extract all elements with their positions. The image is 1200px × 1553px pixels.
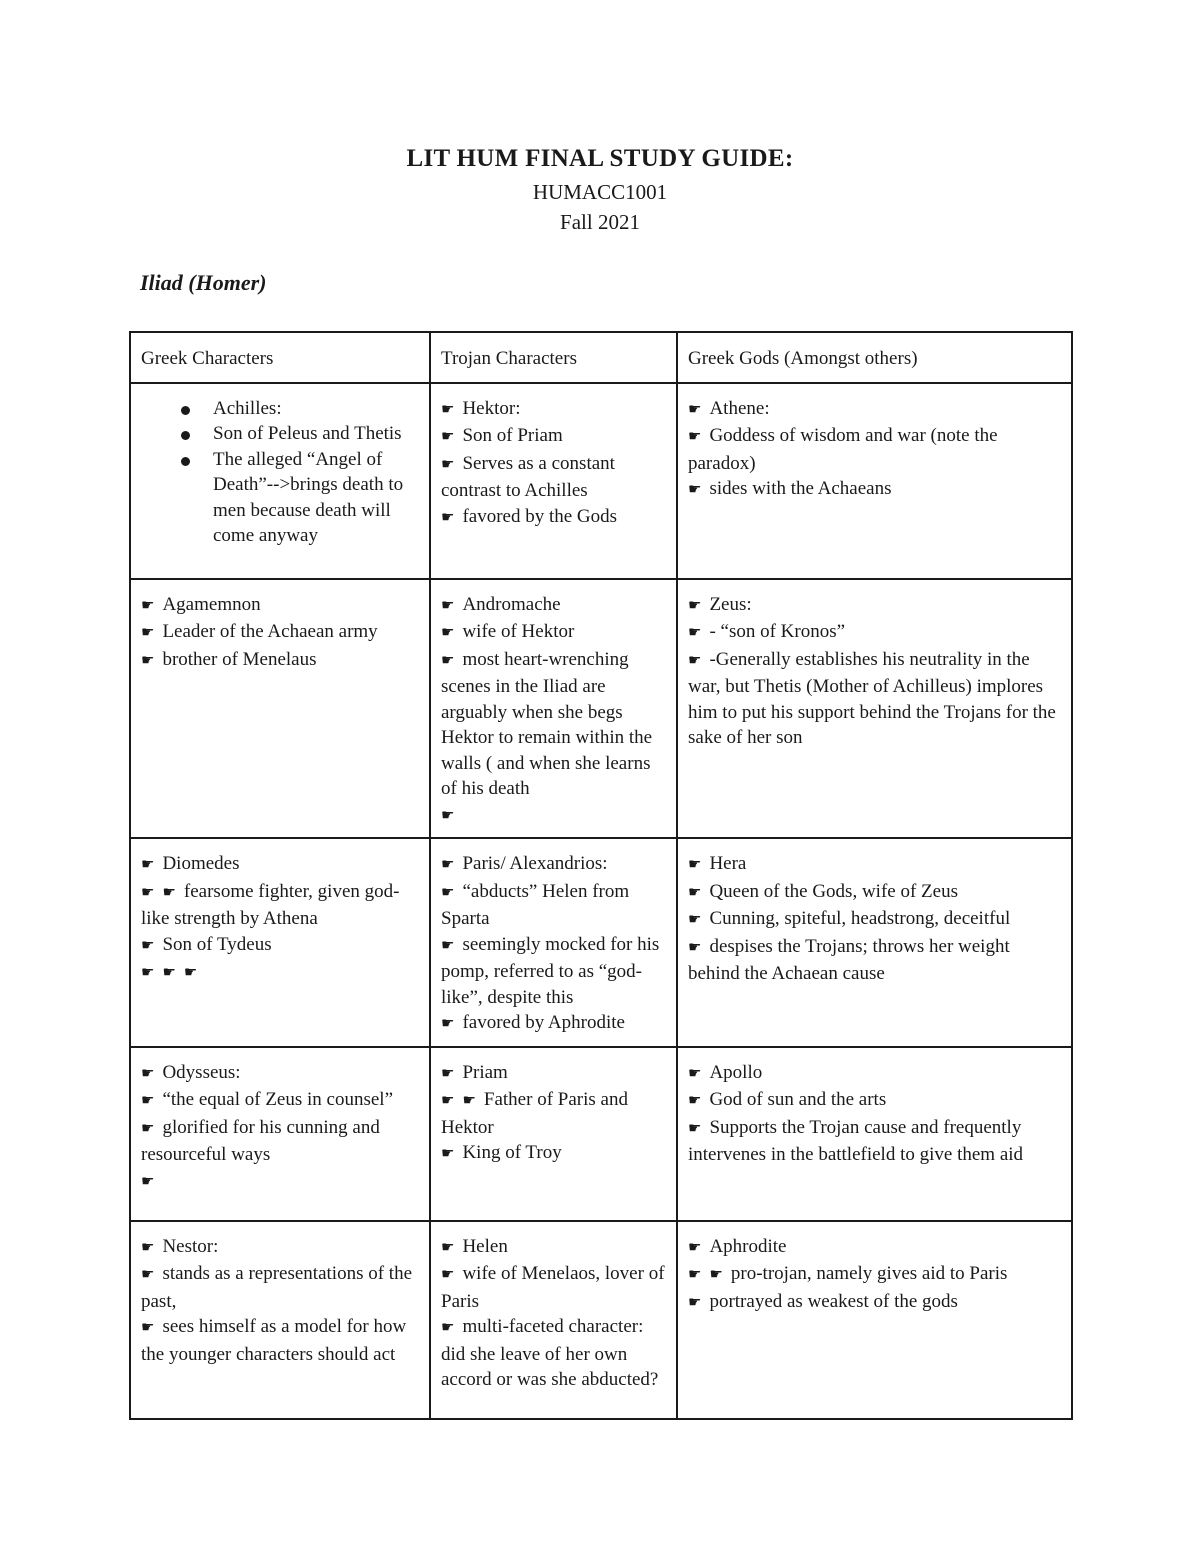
hand-pointer-icon: ☛	[441, 597, 455, 614]
hand-pointer-icon: ☛	[688, 939, 702, 956]
hand-pointer-icon: ☛	[688, 1267, 702, 1283]
hand-pointer-icon: ☛	[688, 652, 702, 669]
list-item: favored by Aphrodite	[462, 1012, 625, 1033]
list-item: Agamemnon	[162, 593, 261, 615]
hand-pointer-icon: ☛	[162, 884, 176, 901]
list-item: Hera	[709, 853, 747, 874]
cell-greek	[130, 1047, 430, 1221]
hand-pointer-icon: ☛	[441, 1239, 455, 1256]
list-item: The alleged “Angel of Death”-->brings death to men because death will come anyway	[213, 447, 421, 549]
hand-pointer-icon: ☛	[141, 937, 155, 954]
hand-pointer-icon: ☛	[688, 1093, 702, 1109]
list-item: Diomedes	[162, 853, 240, 874]
cell-trojan	[430, 1047, 677, 1221]
list-item: Queen of the Gods, wife of Zeus	[709, 880, 958, 902]
list-item: God of sun and the arts	[709, 1089, 887, 1110]
hand-pointer-icon: ☛	[688, 1065, 702, 1082]
list-item: most heart-wrenching scenes in the Iliad are arguably when she begs Hektor to remain within the walls ( and when she learns of his death	[441, 648, 653, 799]
hand-pointer-icon: ☛	[441, 429, 455, 445]
list-item: Son of Tydeus	[162, 933, 272, 955]
list-item: Supports the Trojan cause and frequently intervenes in the battlefield to give them aid	[688, 1116, 1024, 1165]
hand-pointer-icon: ☛	[441, 625, 455, 641]
hand-pointer-icon: ☛	[441, 807, 455, 824]
cell-gods	[677, 1047, 1072, 1221]
hand-pointer-icon: ☛	[688, 429, 702, 445]
character-table	[129, 331, 1073, 1420]
header-trojan-characters: Trojan Characters	[430, 332, 677, 383]
hand-pointer-icon: ☛	[688, 857, 702, 873]
list-item: “the equal of Zeus in counsel”	[162, 1089, 394, 1110]
section-heading: Iliad (Homer)	[140, 270, 267, 295]
hand-pointer-icon: ☛	[709, 1267, 723, 1283]
list-item: Apollo	[709, 1061, 763, 1083]
hand-pointer-icon: ☛	[441, 652, 455, 669]
cell-greek	[130, 579, 430, 839]
cell-trojan	[430, 838, 677, 1047]
table-row	[130, 838, 1072, 1047]
list-item: King of Troy	[462, 1142, 562, 1163]
hand-pointer-icon: ☛	[441, 937, 455, 954]
hand-pointer-icon: ☛	[688, 482, 702, 498]
list-item: seemingly mocked for his pomp, referred to as “god-like”, despite this	[441, 933, 660, 1008]
hand-pointer-icon: ☛	[462, 1093, 476, 1109]
hand-pointer-icon: ☛	[441, 1065, 455, 1082]
list-item: -Generally establishes his neutrality in the war, but Thetis (Mother of Achilleus) implores him to put his support behind the Trojans for the sake of her son	[688, 648, 1056, 748]
cell-greek	[130, 1221, 430, 1419]
list-item: portrayed as weakest of the gods	[709, 1290, 958, 1312]
cell-gods	[677, 579, 1072, 839]
cell-gods	[677, 838, 1072, 1047]
hand-pointer-icon: ☛	[688, 912, 702, 928]
cell-gods	[677, 1221, 1072, 1419]
table-row	[130, 383, 1072, 579]
hand-pointer-icon: ☛	[688, 1120, 702, 1137]
hand-pointer-icon: ☛	[141, 1320, 155, 1336]
list-item: despises the Trojans; throws her weight behind the Achaean cause	[688, 935, 1010, 984]
hand-pointer-icon: ☛	[688, 1294, 702, 1311]
list-item: Athene:	[709, 397, 770, 419]
list-item: Andromache	[462, 593, 561, 615]
hand-pointer-icon: ☛	[141, 1120, 155, 1137]
hand-pointer-icon: ☛	[141, 652, 155, 669]
hand-pointer-icon: ☛	[141, 965, 155, 981]
list-item: Cunning, spiteful, headstrong, deceitful	[709, 908, 1011, 929]
hand-pointer-icon: ☛	[441, 884, 455, 901]
cell-greek	[130, 838, 430, 1047]
hand-pointer-icon: ☛	[141, 1093, 155, 1109]
hand-pointer-icon: ☛	[441, 401, 455, 418]
list-item: Hektor:	[462, 397, 521, 419]
list-item: Aphrodite	[709, 1235, 787, 1257]
hand-pointer-icon: ☛	[141, 884, 155, 901]
list-item: sees himself as a model for how the younger characters should act	[141, 1316, 407, 1365]
table-row	[130, 1047, 1072, 1221]
list-item: Achilles:	[213, 396, 421, 422]
list-item: Priam	[462, 1061, 508, 1083]
list-item: favored by the Gods	[462, 505, 618, 527]
list-item: - “son of Kronos”	[709, 621, 846, 642]
header-block	[0, 141, 1200, 237]
list-item: sides with the Achaeans	[709, 478, 892, 499]
list-item: Nestor:	[162, 1235, 219, 1257]
list-item: Paris/ Alexandrios:	[462, 853, 608, 874]
cell-greek	[130, 383, 430, 579]
hand-pointer-icon: ☛	[688, 597, 702, 614]
list-item: “abducts” Helen from Sparta	[441, 880, 630, 929]
hand-pointer-icon: ☛	[141, 1173, 155, 1190]
hand-pointer-icon: ☛	[441, 857, 455, 873]
list-item: fearsome fighter, given god-like strength by Athena	[141, 880, 400, 929]
hand-pointer-icon: ☛	[141, 1239, 155, 1256]
list-item: glorified for his cunning and resourceful ways	[141, 1116, 380, 1165]
list-item: Serves as a constant contrast to Achilles	[441, 452, 615, 501]
hand-pointer-icon: ☛	[441, 1093, 455, 1109]
term: Fall 2021	[560, 210, 640, 234]
hand-pointer-icon: ☛	[688, 884, 702, 901]
cell-gods	[677, 383, 1072, 579]
list-item: Zeus:	[709, 593, 752, 615]
hand-pointer-icon: ☛	[141, 1065, 155, 1082]
course-code: HUMACC1001	[532, 180, 668, 204]
cell-trojan	[430, 579, 677, 839]
cell-trojan	[430, 383, 677, 579]
list-item: Son of Priam	[462, 425, 563, 446]
list-item: pro-trojan, namely gives aid to Paris	[730, 1263, 1008, 1284]
list-item: Odysseus:	[162, 1061, 241, 1083]
list-item: Son of Peleus and Thetis	[213, 421, 421, 447]
table-header-row	[130, 332, 1072, 383]
hand-pointer-icon: ☛	[441, 1146, 455, 1162]
hand-pointer-icon: ☛	[441, 1320, 455, 1336]
hand-pointer-icon: ☛	[441, 1016, 455, 1032]
list-item: Helen	[462, 1235, 508, 1257]
list-item: wife of Hektor	[462, 621, 575, 642]
hand-pointer-icon: ☛	[183, 965, 198, 981]
hand-pointer-icon: ☛	[441, 456, 455, 473]
hand-pointer-icon: ☛	[688, 1239, 702, 1256]
hand-pointer-icon: ☛	[688, 625, 702, 641]
hand-pointer-icon: ☛	[441, 509, 455, 526]
cell-trojan	[430, 1221, 677, 1419]
table-row	[130, 579, 1072, 839]
list-item: Leader of the Achaean army	[162, 621, 378, 642]
bullet-list	[141, 396, 421, 549]
list-item: multi-faceted character: did she leave of her own accord or was she abducted?	[441, 1316, 659, 1390]
table-row	[130, 1221, 1072, 1419]
header-greek-characters: Greek Characters	[130, 332, 430, 383]
hand-pointer-icon: ☛	[141, 1267, 155, 1283]
header-greek-gods: Greek Gods (Amongst others)	[677, 332, 1072, 383]
hand-pointer-icon: ☛	[141, 857, 155, 873]
list-item: wife of Menelaos, lover of Paris	[441, 1263, 665, 1312]
list-item: Father of Paris and Hektor	[441, 1089, 628, 1138]
hand-pointer-icon: ☛	[688, 401, 702, 418]
hand-pointer-icon: ☛	[141, 597, 155, 614]
document-title: LIT HUM FINAL STUDY GUIDE:	[406, 145, 794, 172]
hand-pointer-icon: ☛	[141, 625, 155, 641]
list-item: stands as a representations of the past,	[141, 1263, 413, 1312]
list-item: brother of Menelaus	[162, 648, 317, 670]
list-item: Goddess of wisdom and war (note the paradox)	[688, 425, 998, 474]
hand-pointer-icon: ☛	[441, 1267, 455, 1283]
hand-pointer-icon: ☛	[162, 965, 176, 981]
